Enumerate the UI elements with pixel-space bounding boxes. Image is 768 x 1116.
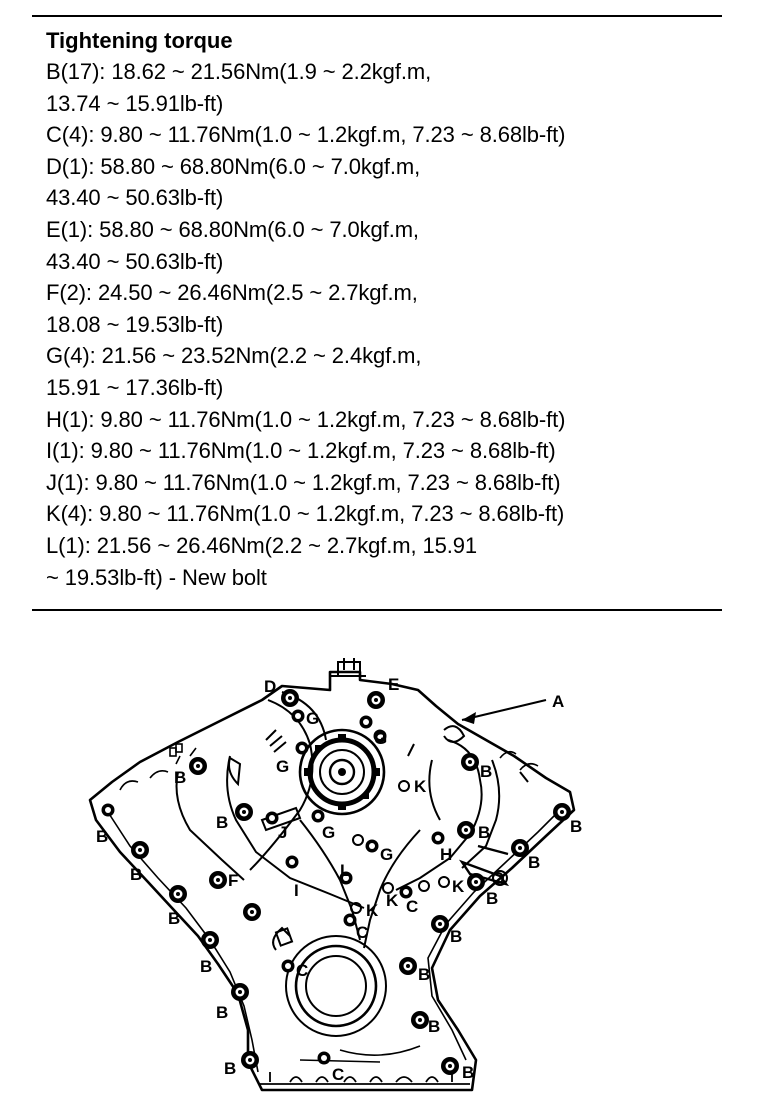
spec-line: L(1): 21.56 ~ 26.46Nm(2.2 ~ 2.7kgf.m, 15.91: [46, 532, 478, 558]
label-g: G: [306, 709, 320, 728]
spec-line: E(1): 58.80 ~ 68.80Nm(6.0 ~ 7.0kgf.m,: [46, 216, 419, 242]
label-k: K: [414, 777, 427, 796]
label-b: B: [200, 957, 213, 976]
crankshaft-seal: [273, 928, 386, 1036]
spec-line: G(4): 21.56 ~ 23.52Nm(2.2 ~ 2.4kgf.m,: [46, 343, 422, 369]
label-b: B: [480, 762, 493, 781]
label-b: B: [478, 823, 491, 842]
label-b: B: [130, 865, 143, 884]
label-k: K: [386, 891, 399, 910]
label-c: C: [406, 897, 419, 916]
label-g: G: [374, 729, 388, 748]
spec-line: F(2): 24.50 ~ 26.46Nm(2.5 ~ 2.7kgf.m,: [46, 280, 418, 306]
label-f: F: [228, 871, 239, 890]
top-boss: [338, 662, 360, 676]
label-b: B: [174, 768, 187, 787]
label-b: B: [216, 1003, 229, 1022]
spec-title: Tightening torque: [46, 28, 233, 53]
spec-line: 18.08 ~ 19.53lb-ft): [46, 311, 224, 337]
torque-spec-block: [46, 26, 726, 593]
label-k: K: [452, 877, 465, 896]
label-a: A: [552, 692, 565, 711]
label-g: G: [380, 845, 394, 864]
label-d: D: [264, 677, 277, 696]
label-h: H: [440, 845, 453, 864]
label-j: J: [278, 823, 288, 842]
spec-line: C(4): 9.80 ~ 11.76Nm(1.0 ~ 1.2kgf.m, 7.23 ~ 8.68lb-ft): [46, 122, 566, 148]
label-b: B: [418, 965, 431, 984]
label-b: B: [450, 927, 463, 946]
label-c: C: [332, 1065, 345, 1084]
bottom-rule: [32, 609, 722, 611]
label-b: B: [216, 813, 229, 832]
spec-line: D(1): 58.80 ~ 68.80Nm(6.0 ~ 7.0kgf.m,: [46, 153, 421, 179]
spec-line: 43.40 ~ 50.63lb-ft): [46, 248, 224, 274]
label-b: B: [168, 909, 181, 928]
top-rule: [32, 15, 722, 17]
label-e: E: [388, 675, 400, 694]
label-i: I: [294, 881, 299, 900]
label-g: G: [322, 823, 336, 842]
spec-line: 13.74 ~ 15.91lb-ft): [46, 90, 224, 116]
label-c: C: [296, 961, 309, 980]
spec-line: I(1): 9.80 ~ 11.76Nm(1.0 ~ 1.2kgf.m, 7.23 ~ 8.68lb-ft): [46, 438, 556, 464]
label-b: B: [428, 1017, 441, 1036]
label-c: C: [356, 923, 369, 942]
spec-line: J(1): 9.80 ~ 11.76Nm(1.0 ~ 1.2kgf.m, 7.23 ~ 8.68lb-ft): [46, 469, 561, 495]
spec-line: B(17): 18.62 ~ 21.56Nm(1.9 ~ 2.2kgf.m,: [46, 59, 432, 84]
spec-line: H(1): 9.80 ~ 11.76Nm(1.0 ~ 1.2kgf.m, 7.23 ~ 8.68lb-ft): [46, 406, 566, 432]
spec-line: 15.91 ~ 17.36lb-ft): [46, 374, 224, 400]
cover-inner-outline: [104, 806, 562, 1072]
spec-line: K(4): 9.80 ~ 11.76Nm(1.0 ~ 1.2kgf.m, 7.23 ~ 8.68lb-ft): [46, 501, 565, 527]
spec-line: ~ 19.53lb-ft) - New bolt: [46, 564, 267, 590]
label-g: G: [276, 757, 290, 776]
label-b: B: [96, 827, 109, 846]
timing-cover-diagram: [0, 620, 768, 1116]
label-b: B: [486, 889, 499, 908]
spec-line: 43.40 ~ 50.63lb-ft): [46, 185, 224, 211]
label-b: B: [570, 817, 583, 836]
label-k: K: [366, 901, 379, 920]
label-b: B: [462, 1063, 475, 1082]
label-b: B: [224, 1059, 237, 1078]
label-b: B: [528, 853, 541, 872]
label-l: L: [340, 861, 351, 880]
